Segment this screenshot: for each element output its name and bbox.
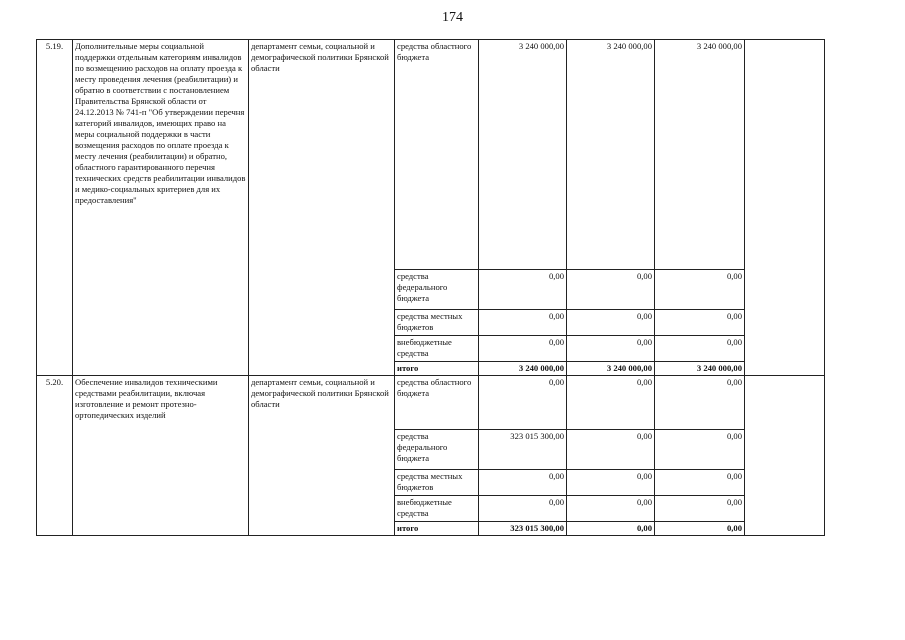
budget-table <box>36 39 825 536</box>
empty-cell <box>745 40 825 376</box>
empty-cell <box>745 376 825 536</box>
amount-2: 0,00 <box>567 430 655 470</box>
amount-1: 0,00 <box>479 376 567 430</box>
amount-3: 3 240 000,00 <box>655 40 745 270</box>
amount-2: 0,00 <box>567 310 655 336</box>
amount-3: 0,00 <box>655 496 745 522</box>
amount-1: 0,00 <box>479 310 567 336</box>
amount-2: 0,00 <box>567 496 655 522</box>
funding-source: внебюджетные средства <box>395 496 479 522</box>
amount-1: 323 015 300,00 <box>479 430 567 470</box>
amount-3: 0,00 <box>655 470 745 496</box>
total-3: 0,00 <box>655 522 745 536</box>
total-2: 3 240 000,00 <box>567 362 655 376</box>
amount-2: 0,00 <box>567 270 655 310</box>
table-row <box>37 376 825 430</box>
amount-3: 0,00 <box>655 336 745 362</box>
funding-source: внебюджетные средства <box>395 336 479 362</box>
amount-2: 0,00 <box>567 470 655 496</box>
amount-1: 0,00 <box>479 496 567 522</box>
amount-3: 0,00 <box>655 270 745 310</box>
row-index: 5.20. <box>37 376 73 536</box>
row-index: 5.19. <box>37 40 73 376</box>
amount-3: 0,00 <box>655 430 745 470</box>
total-label: итого <box>395 362 479 376</box>
amount-2: 3 240 000,00 <box>567 40 655 270</box>
amount-2: 0,00 <box>567 376 655 430</box>
amount-3: 0,00 <box>655 310 745 336</box>
measure-name: Дополнительные меры социальной поддержки отдельным категориям инвалидов по возмещению расходов на оплату проезда к месту проведения лечения (реабилитации) и обратно в соответствии с постановлением Правительства Брянской области от 24.12.2013 № 741-п "Об утверждении перечня категорий инвалидов, имеющих право на меры социальной поддержки в части возмещения расходов по оплате проезда к месту лечения (реабилитации) и обратно, областного гарантированного перечня технических средств реабилитации инвалидов и медико-социальных критериев для их предоставления" <box>73 40 249 376</box>
amount-1: 0,00 <box>479 336 567 362</box>
total-2: 0,00 <box>567 522 655 536</box>
funding-source: средства местных бюджетов <box>395 310 479 336</box>
amount-1: 0,00 <box>479 470 567 496</box>
funding-source: средства федерального бюджета <box>395 270 479 310</box>
amount-2: 0,00 <box>567 336 655 362</box>
amount-3: 0,00 <box>655 376 745 430</box>
table-row <box>37 40 825 270</box>
amount-1: 0,00 <box>479 270 567 310</box>
total-1: 3 240 000,00 <box>479 362 567 376</box>
page-number: 174 <box>442 10 463 25</box>
funding-source: средства областного бюджета <box>395 376 479 430</box>
funding-source: средства местных бюджетов <box>395 470 479 496</box>
measure-name: Обеспечение инвалидов техническими средствами реабилитации, включая изготовление и ремонт протезно-ортопедических изделий <box>73 376 249 536</box>
total-3: 3 240 000,00 <box>655 362 745 376</box>
funding-source: средства областного бюджета <box>395 40 479 270</box>
executor: департамент семьи, социальной и демографической политики Брянской области <box>249 40 395 376</box>
amount-1: 3 240 000,00 <box>479 40 567 270</box>
total-label: итого <box>395 522 479 536</box>
executor: департамент семьи, социальной и демографической политики Брянской области <box>249 376 395 536</box>
funding-source: средства федерального бюджета <box>395 430 479 470</box>
total-1: 323 015 300,00 <box>479 522 567 536</box>
